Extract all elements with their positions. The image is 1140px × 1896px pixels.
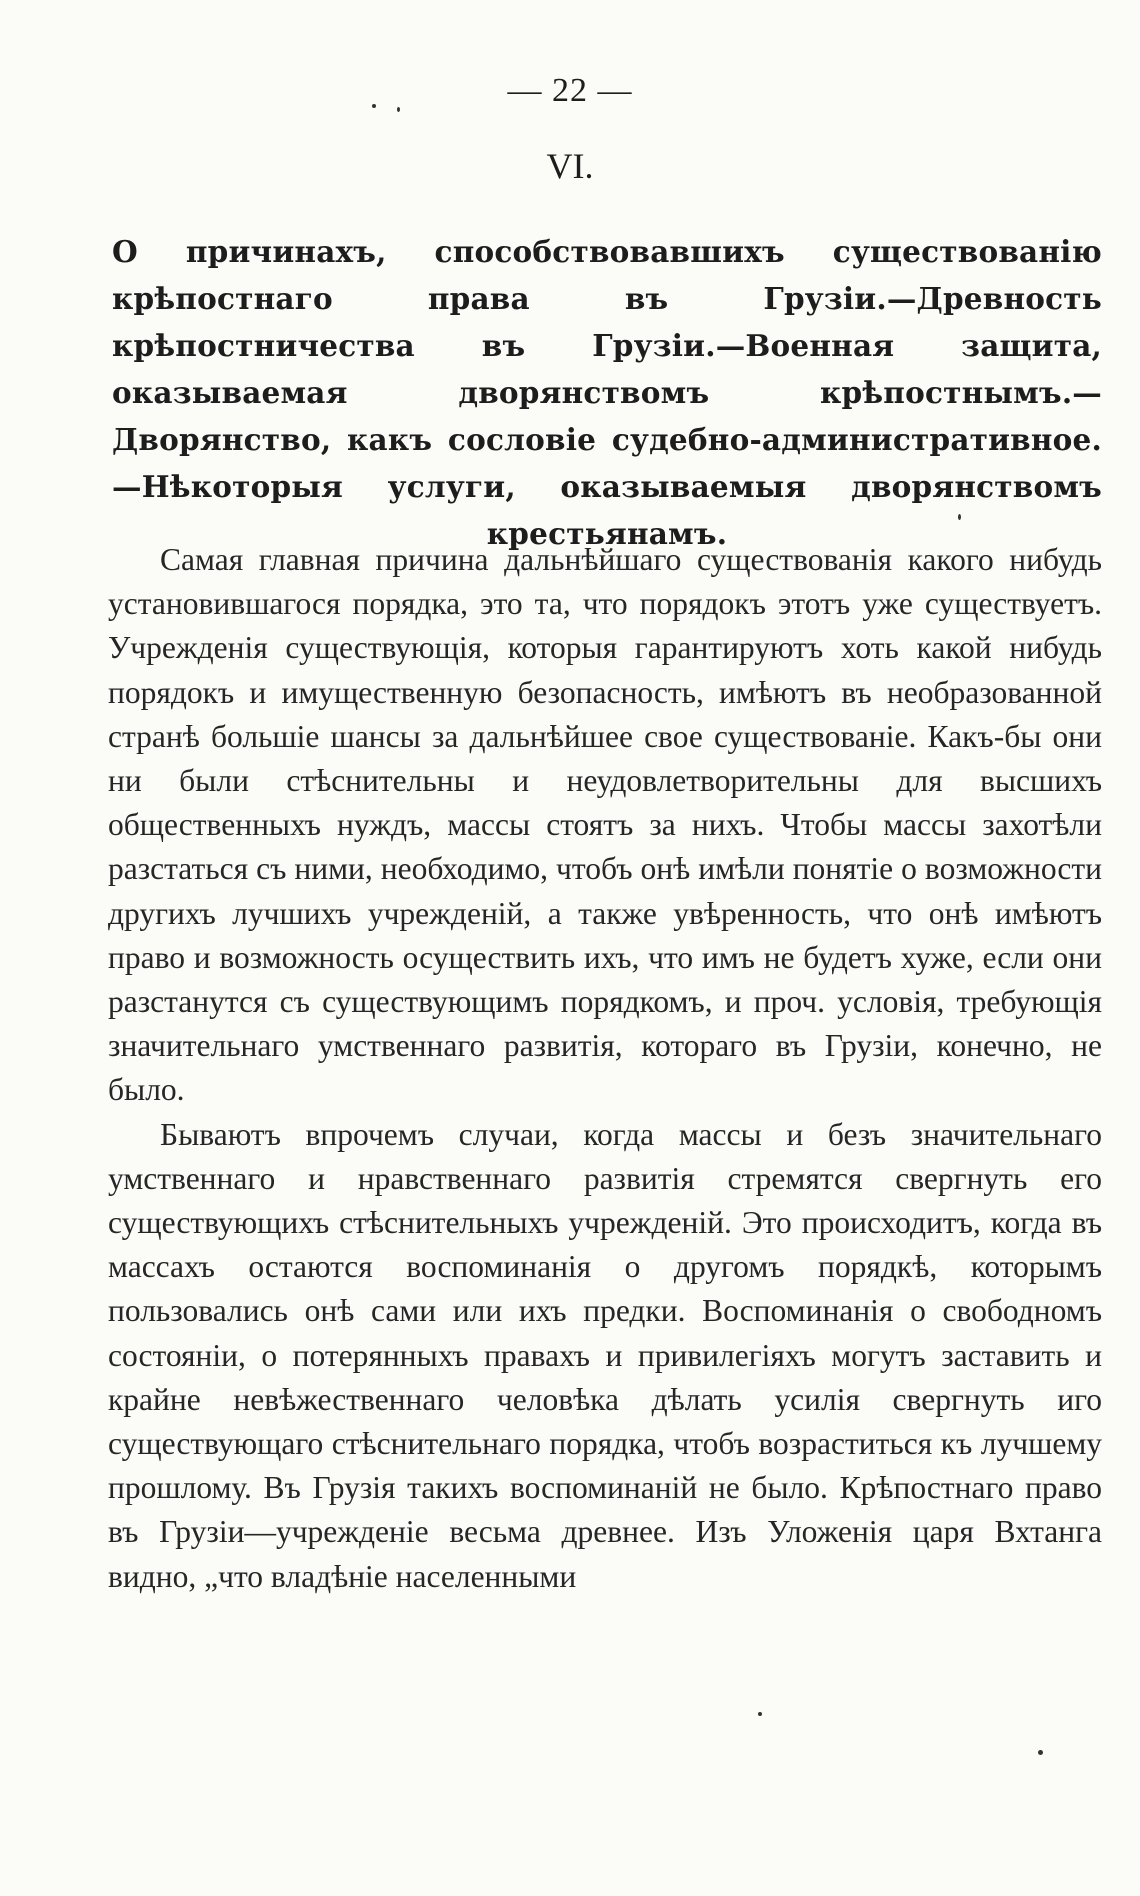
- chapter-number: VI.: [546, 146, 594, 186]
- print-speck: [758, 1712, 762, 1716]
- print-speck: [958, 514, 961, 520]
- print-speck: [372, 104, 376, 108]
- body-text: [108, 538, 1102, 1599]
- print-speck: [1038, 1750, 1043, 1755]
- page-number: — 22 —: [507, 72, 633, 109]
- paragraph-1: Самая главная причина дальнѣйшаго существованія какого нибудь установившагося порядка, это та, что порядокъ этотъ уже существуетъ. Учрежденія существующія, которыя гарантируютъ хоть какой нибудь порядокъ и имущественную безопасность, имѣютъ въ необразованной странѣ большіе шансы за дальнѣйшее свое существованіе. Какъ-бы они ни были стѣснительны и неудовлетворительны для высшихъ общественныхъ нуждъ, массы стоятъ за нихъ. Чтобы массы захотѣли разстаться съ ними, необходимо, чтобъ онѣ имѣли понятіе о возможности другихъ лучшихъ учрежденій, а также увѣренность, что онѣ имѣютъ право и возможность осуществить ихъ, что имъ не будетъ хуже, если они разстанутся съ существующимъ порядкомъ, и проч. условія, требующія значительнаго умственнаго развитія, котораго въ Грузіи, конечно, не было.: [108, 542, 1102, 1108]
- chapter-title: О причинахъ, способствовавшихъ существованію крѣпостнаго права въ Грузіи.—Древность крѣпостничества въ Грузіи.—Военная защита, оказываемая дворянствомъ крѣпостнымъ.—Дворянство, какъ сословіе судебно-административное.—Нѣкоторыя услуги, оказываемыя дворянствомъ крестьянамъ.: [112, 234, 1102, 551]
- print-speck: [397, 107, 400, 112]
- paragraph-2: Бываютъ впрочемъ случаи, когда массы и безъ значительнаго умственнаго и нравственнаго развитія стремятся свергнуть его существующихъ стѣснительныхъ учрежденій. Это происходитъ, когда въ массахъ остаются воспоминанія о другомъ порядкѣ, которымъ пользовались онѣ сами или ихъ предки. Воспоминанія о свободномъ состояніи, о потерянныхъ правахъ и привилегіяхъ могутъ заставить и крайне невѣжественнаго человѣка дѣлать усилія свергнуть иго существующаго стѣснительнаго порядка, чтобъ возраститься къ лучшему прошлому. Въ Грузія такихъ воспоминаній не было. Крѣпостнаго право въ Грузіи—учрежденіе весьма древнее. Изъ Уложенія царя Вхтанга видно, „что владѣніе населенными: [108, 1116, 1102, 1594]
